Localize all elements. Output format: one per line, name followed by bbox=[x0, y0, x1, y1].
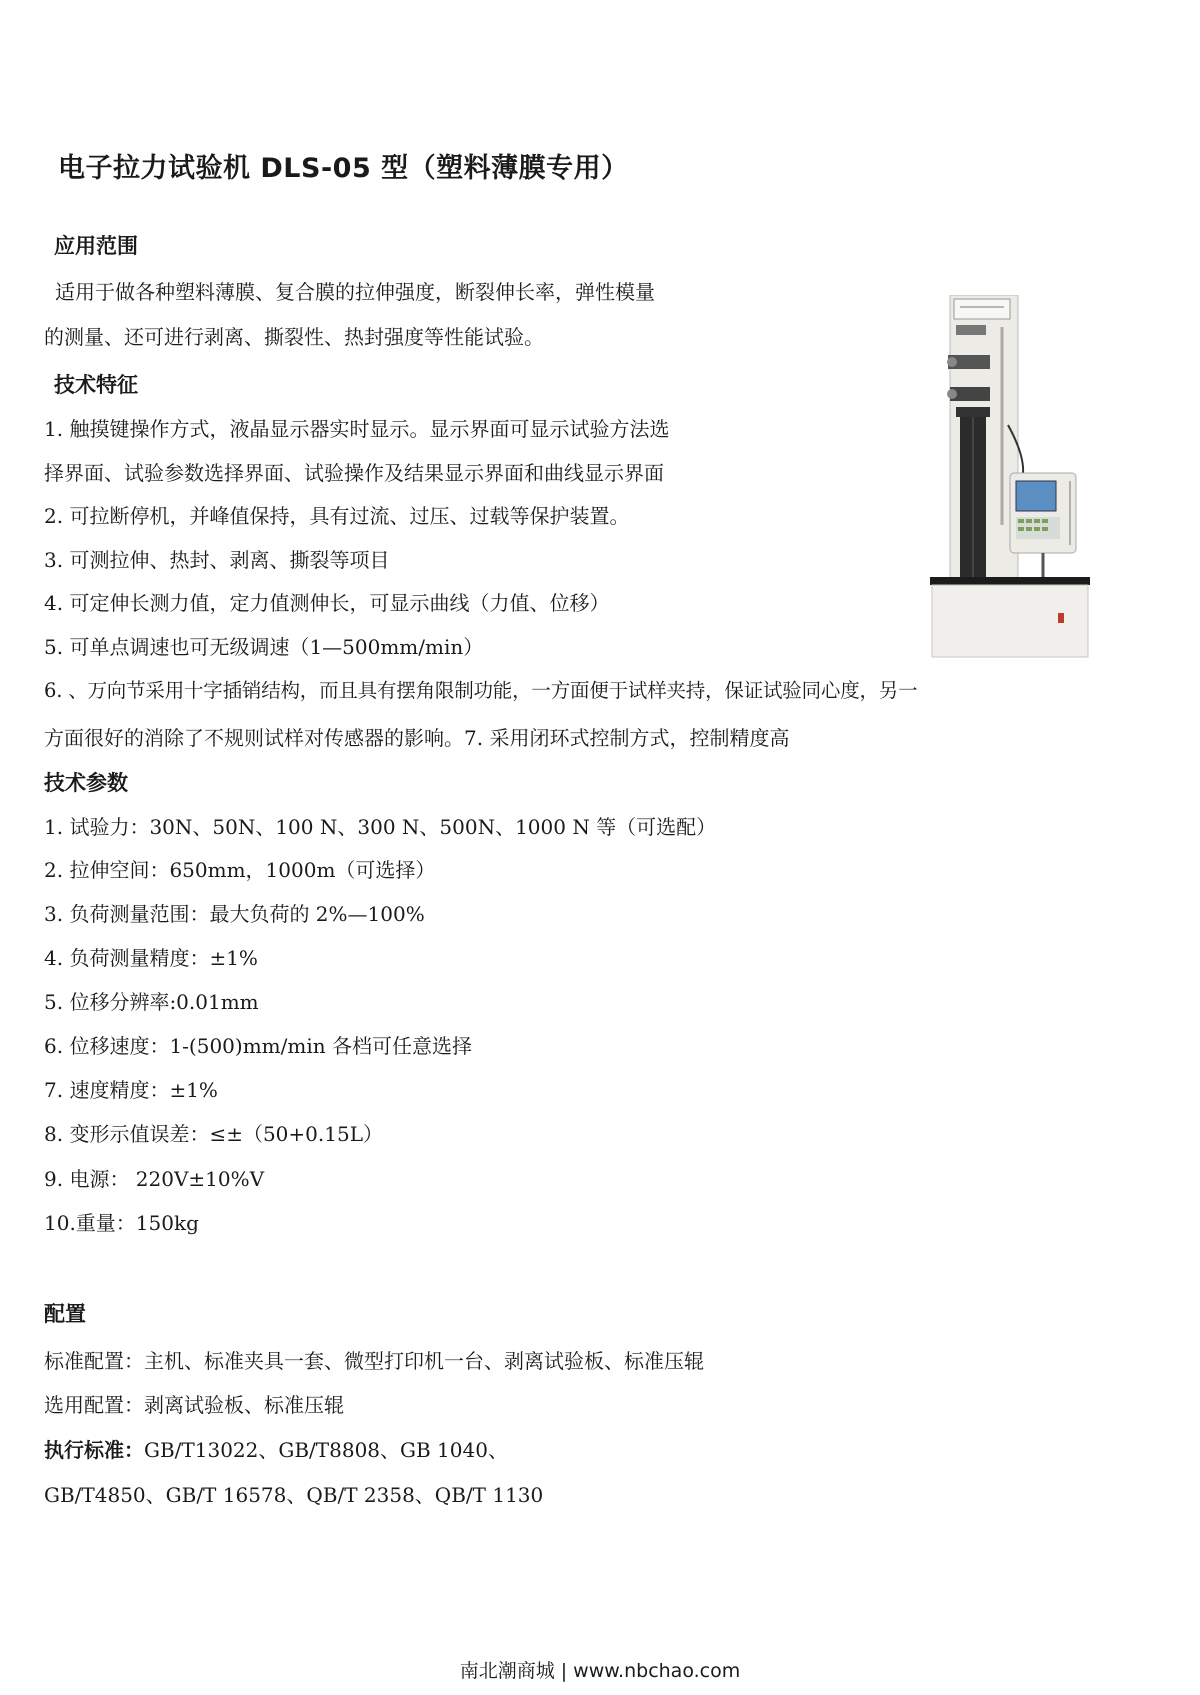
param-line-9: 9. 电源： 220V±10%V bbox=[44, 1167, 265, 1191]
feature-line-1: 1. 触摸键操作方式，液晶显示器实时显示。显示界面可显示试验方法选 bbox=[44, 417, 670, 441]
page-title: 电子拉力试验机 DLS-05 型（塑料薄膜专用） bbox=[58, 153, 629, 184]
feature-line-8: 方面很好的消除了不规则试样对传感器的影响。7. 采用闭环式控制方式，控制精度高 bbox=[44, 726, 790, 750]
feature-line-6: 5. 可单点调速也可无级调速（1—500mm/min） bbox=[44, 635, 484, 659]
param-line-4: 4. 负荷测量精度：±1% bbox=[44, 946, 258, 970]
exec-standard-line-2: GB/T4850、GB/T 16578、QB/T 2358、QB/T 1130 bbox=[44, 1483, 544, 1507]
param-line-1: 1. 试验力：30N、50N、100 N、300 N、500N、1000 N 等（可选配） bbox=[44, 815, 717, 839]
exec-standard-label: 执行标准： bbox=[44, 1438, 144, 1462]
exec-standard-codes-1: GB/T13022、GB/T8808、GB 1040、 bbox=[144, 1438, 508, 1462]
application-heading: 应用范围 bbox=[54, 234, 138, 258]
param-line-6: 6. 位移速度：1-(500)mm/min 各档可任意选择 bbox=[44, 1034, 472, 1058]
feature-line-3: 2. 可拉断停机，并峰值保持，具有过流、过压、过载等保护装置。 bbox=[44, 504, 630, 528]
footer-brand[interactable]: 南北潮商城 bbox=[459, 1660, 555, 1682]
feature-line-7: 6. 、万向节采用十字插销结构，而且具有摆角限制功能，一方面便于试样夹持，保证试验同心度，另一 bbox=[44, 679, 918, 702]
exec-standard-line-1 bbox=[44, 1434, 508, 1463]
application-line-1: 适用于做各种塑料薄膜、复合膜的拉伸强度，断裂伸长率，弹性模量 bbox=[55, 280, 655, 304]
features-heading: 技术特征 bbox=[54, 373, 138, 397]
tensile-tester-image bbox=[930, 295, 1090, 715]
feature-line-2: 择界面、试验参数选择界面、试验操作及结果显示界面和曲线显示界面 bbox=[44, 461, 664, 485]
config-heading: 配置 bbox=[44, 1302, 86, 1326]
param-line-5: 5. 位移分辨率:0.01mm bbox=[44, 990, 259, 1014]
footer bbox=[0, 1656, 1200, 1683]
feature-line-5: 4. 可定伸长测力值，定力值测伸长，可显示曲线（力值、位移） bbox=[44, 591, 610, 615]
param-line-2: 2. 拉伸空间：650mm，1000m（可选择） bbox=[44, 858, 436, 882]
param-line-8: 8. 变形示值误差：≤±（50+0.15L） bbox=[44, 1122, 383, 1146]
param-line-10: 10.重量：150kg bbox=[44, 1211, 199, 1235]
feature-line-4: 3. 可测拉伸、热封、剥离、撕裂等项目 bbox=[44, 548, 390, 572]
config-optional: 选用配置：剥离试验板、标准压辊 bbox=[44, 1393, 344, 1417]
param-line-7: 7. 速度精度：±1% bbox=[44, 1078, 218, 1102]
params-heading: 技术参数 bbox=[44, 771, 128, 795]
param-line-3: 3. 负荷测量范围：最大负荷的 2%—100% bbox=[44, 902, 425, 926]
footer-url[interactable]: www.nbchao.com bbox=[573, 1660, 741, 1682]
config-standard: 标准配置：主机、标准夹具一套、微型打印机一台、剥离试验板、标准压辊 bbox=[44, 1349, 704, 1373]
footer-separator: | bbox=[560, 1660, 568, 1682]
application-line-2: 的测量、还可进行剥离、撕裂性、热封强度等性能试验。 bbox=[44, 325, 544, 349]
